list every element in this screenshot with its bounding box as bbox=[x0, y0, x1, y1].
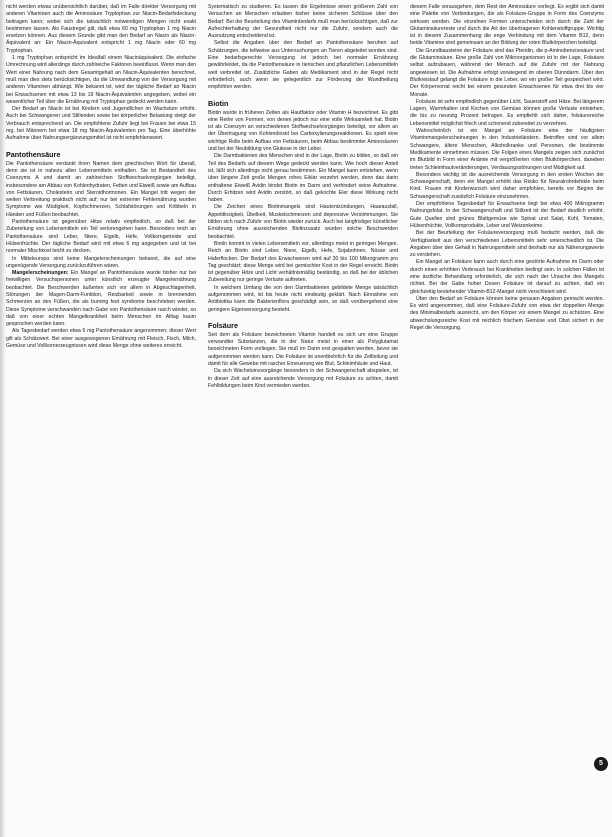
paragraph-text: In Mitteleuropa sind keine Mangelerscheinungen bekannt, die auf eine ungenügende Versorgung zurückzuführen wären. bbox=[6, 255, 196, 269]
paragraph-text: Seit dem als Folsäure bezeichneten Vitamin handelt es sich um eine Gruppe verwandter Substanzen, die in der Natur meist in einer als Polyglutamat bezeichneten Form vorliegen. Sie muß im Darm erst gespalten werden, bevor sie aufgenommen werden kann. Die Folsäure ist unentbehrlich für die Zellteilung und damit für alle Gewebe mit rascher Erneuerung wie Blut, Schleimhäute und Haut. bbox=[208, 331, 398, 368]
body-paragraph bbox=[410, 99, 604, 128]
paragraph-text: Der Bedarf an Niacin ist bei Kindern und Jugendlichen im Wachstum erhöht. Auch bei Schwangeren und Stillenden sowie bei körperlicher Belastung steigt der Verbrauch entsprechend an. Die empfohlene Zufuhr liegt bei Frauen bei etwa 15 mg, bei Männern bei etwa 18 mg Niacin-Äquivalenten pro Tag. Eine überhöhte Aufnahme über Nahrungsergänzungsmittel ist nicht empfehlenswert. bbox=[6, 106, 196, 142]
body-paragraph bbox=[208, 40, 398, 91]
body-paragraph bbox=[208, 241, 398, 285]
page-number-badge: 5 bbox=[594, 757, 608, 771]
paragraph-text: diesem Falle vorausgehen, dem Rest der Aminosäure vorliegt. Es ergibt sich damit eine Palette von Verbindungen, die als Folsäure-Gruppe in Form des Coenzyms wirksam werden. Die einzelnen Formen unterscheiden sich durch die Zahl der Glutaminsäurereste und durch die Art der übertragenen Kohlenstoffgruppe. Wichtig ist in diesem Zusammenhang die enge Verbindung mit dem Vitamin B12, denn beide Vitamine sind gemeinsam an der Bildung der roten Blutkörperchen beteiligt. bbox=[410, 4, 604, 47]
body-paragraph bbox=[6, 4, 196, 55]
paragraph-text: Die Zeichen eines Biotinmangels sind Hautentzündungen, Haarausfall, Appetitlosigkeit, Übelkeit, Muskelschmerzen und depressive Verstimmungen. Sie bilden sich nach Zufuhr von Biotin wieder zurück. Auch bei langfristiger künstlicher Ernährung ohne ausreichenden Biotinzusatz wurden solche Beschwerden beobachtet. bbox=[208, 204, 398, 240]
body-paragraph bbox=[208, 332, 398, 368]
body-paragraph bbox=[6, 270, 196, 328]
paragraph-text: Biotin wurde in früheren Zeiten als Hautfaktor oder Vitamin H bezeichnet. Es gibt eine Reihe von Formen, von denen jedoch nur eine volle Wirksamkeit hat. Biotin ist als Coenzym an verschiedenen Stoffwechselvorgängen beteiligt, vor allem an der Übertragung von Kohlendioxid bei Carboxylierungsreaktionen. Es spielt eine wichtige Rolle beim Aufbau von Fettsäuren, beim Abbau bestimmter Aminosäuren und bei der Neubildung von Glukose in der Leber. bbox=[208, 109, 398, 153]
section-heading: Biotin bbox=[208, 98, 229, 108]
paragraph-text: Selbst die Angaben über den Bedarf an Pantothensäure beruhen auf Schätzungen, die teilweise aus Untersuchungen an Tieren abgeleitet worden sind. Eine bedarfsgerechte Versorgung ist jedoch bei normaler Ernährung gewährleistet, da die Pantothensäure in tierischen und pflanzlichen Lebensmitteln weit verbreitet ist. Zusätzliche Gaben als Medikament sind in der Regel nicht erforderlich, auch wenn sie gelegentlich zur Förderung der Wundheilung empfohlen werden. bbox=[208, 40, 398, 91]
paragraph-text: Die Pantothensäure verdankt ihren Namen dem griechischen Wort für überall, denn sie ist in nahezu allen Lebensmitteln enthalten. Sie ist Bestandteil des Coenzyms A und damit an zahlreichen Stoffwechselvorgängen beteiligt, insbesondere am Abbau von Kohlenhydraten, Fetten und Eiweiß sowie am Aufbau von Fettsäuren, Cholesterin und Steroidhormonen. Ein Mangel tritt wegen der weiten Verbreitung praktisch nicht auf; nur bei extremer Fehlernährung wurden Symptome wie Müdigkeit, Kopfschmerzen, Schlafstörungen und Kribbeln in Händen und Füßen beobachtet. bbox=[6, 160, 196, 218]
body-paragraph bbox=[410, 4, 604, 48]
paragraph-text: nicht werden etwas unübersichtlich darüber, daß im Falle direkter Versorgung mit anderen Vitaminen auch die Aminosäure Tryptophan zur Niacin-Bedarfsdeckung beitragen kann; wobei sich die tatsächlich notwendigen Mengen nicht exakt bestimmen lassen. Als Faustregel gilt, daß etwa 60 mg Tryptophan 1 mg Niacin ersetzen können. Aus diesem Grunde gibt man den Bedarf an Niacin als Niacin-Äquivalent an: Ein Niacin-Äquivalent entspricht 1 mg Niacin oder 60 mg Tryptophan. bbox=[6, 4, 196, 54]
paragraph-text: Systematisch zu studieren. Es lassen die Ergebnisse einen größeren Zahl von Versuchen an Menschen erlauben bisher keine sicheren Schlüsse über den Bedarf. Bei der Beurteilung des Vitaminbedarfs muß man berücksichtigen, daß zur Aufrechterhaltung der Gesundheit nicht nur die Zufuhr, sondern auch die Ausnutzung entscheidend ist. bbox=[208, 4, 398, 40]
paragraph-text: Besonders wichtig ist die ausreichende Versorgung in den ersten Wochen der Schwangerschaft, denn ein Mangel erhöht das Risiko für Neuralrohrdefekte beim Kind. Frauen mit Kinderwunsch wird daher empfohlen, bereits vor Beginn der Schwangerschaft zusätzlich Folsäure einzunehmen. bbox=[410, 171, 604, 200]
paragraph-text: Pantothensäure ist gegenüber Hitze relativ empfindlich, so daß bei der Zubereitung von Lebensmitteln ein Teil verlorengehen kann. Besonders reich an Pantothensäure sind Leber, Niere, Eigelb, Hefe, Vollkorngetreide und Hülsenfrüchte. Der tägliche Bedarf wird mit etwa 6 mg angegeben und ist bei normaler Mischkost leicht zu decken. bbox=[6, 219, 196, 255]
body-paragraph bbox=[6, 55, 196, 106]
body-paragraph bbox=[410, 172, 604, 201]
section-heading: Pantothensäure bbox=[6, 149, 61, 159]
paragraph-text: Folsäure ist sehr empfindlich gegenüber Licht, Sauerstoff und Hitze. Bei längerem Lagern, Warmhalten und Kochen von Gemüse können große Verluste entstehen, die bis zu neunzig Prozent betragen. Es empfiehlt sich daher, folsäurereiche Lebensmittel möglichst frisch und schonend zubereitet zu verzehren. bbox=[410, 98, 604, 127]
paragraph-text: 1 mg Tryptophan entspricht im Idealfall einem Niacinäquivalent. Die einfache Umrechnung wird allerdings durch zahlreiche Faktoren beeinflusst. Wenn man den Wert einer Nahrung nach dem Gesamtgehalt an Niacin-Äquivalenten berechnet, muß man dies stets berücksichtigen, da die Umwandlung von der Versorgung mit anderen Vitaminen abhängt. Wie bekannt ist, wird der tägliche Bedarf an Niacin bei Erwachsenen mit etwa 13 bis 19 Niacin-Äquivalenten angegeben, wobei ein wesentlicher Teil über die Ernährung mit Tryptophan gedeckt werden kann. bbox=[6, 55, 196, 105]
paragraph-text: Der empfohlene Tagesbedarf für Erwachsene liegt bei etwa 400 Mikrogramm Nahrungsfolat. In der Schwangerschaft und Stillzeit ist der Bedarf deutlich erhöht. Gute Quellen sind grünes Blattgemüse wie Spinat und Salat, Kohl, Tomaten, Hülsenfrüchte, Vollkornprodukte, Leber und Weizenkeime. bbox=[410, 201, 604, 229]
body-paragraph bbox=[410, 296, 604, 332]
body-paragraph bbox=[208, 153, 398, 204]
body-paragraph bbox=[6, 161, 196, 219]
body-paragraph bbox=[410, 48, 604, 99]
body-paragraph bbox=[208, 204, 398, 240]
paragraph-text: Wahrscheinlich ist ein Mangel an Folsäure eine der häufigsten Vitaminmangelerscheinungen in den Industrieländern. Betroffen sind vor allem Schwangere, ältere Menschen, Alkoholkranke und Personen, die bestimmte Medikamente einnehmen müssen. Die Folgen eines Mangels zeigen sich zunächst im Blutbild in Form einer Anämie mit vergrößerten roten Blutkörperchen, daneben treten Schleimhautveränderungen, Verdauungsstörungen und Müdigkeit auf. bbox=[410, 128, 604, 171]
run-in-heading: Mangelerscheinungen: bbox=[12, 270, 69, 277]
paragraph-text: Die Darmbakterien des Menschen sind in der Lage, Biotin zu bilden, so daß ein Teil des Bedarfs auf diesem Wege gedeckt werden kann. Wie hoch dieser Anteil ist, läßt sich allerdings nicht genau bestimmen. Ein Mangel kann entstehen, wenn über längere Zeit große Mengen rohes Eiklar verzehrt werden, denn das darin enthaltene Eiweiß Avidin bindet Biotin im Darm und verhindert seine Aufnahme. Durch Erhitzen wird Avidin zerstört, so daß gekochte Eier diese Wirkung nicht haben. bbox=[208, 153, 398, 204]
text-column-3 bbox=[410, 4, 604, 832]
body-paragraph bbox=[410, 259, 604, 295]
body-paragraph bbox=[6, 256, 196, 271]
body-paragraph bbox=[208, 4, 398, 40]
paragraph-text: Bei der Beurteilung der Folsäureversorgung muß bedacht werden, daß die Verfügbarkeit aus den verschiedenen Lebensmitteln sehr unterschiedlich ist. Die Angaben über den Gehalt in Nahrungsmitteln sind deshalb nur als Näherungswerte zu verstehen. bbox=[410, 230, 604, 259]
paragraph-text: Ein Mangel an Pantothensäure wurde bisher nur bei freiwilligen Versuchspersonen unter künstlich erzeugter Mangelernährung beobachtet. Die Beschwerden äußerten sich vor allem in Abgeschlagenheit, Störungen der Magen-Darm-Funktion, Reizbarkeit sowie in brennenden Schmerzen an den Füßen, die als burning feet syndrome beschrieben werden. Diese Symptome verschwanden nach Gabe von Pantothensäure rasch wieder, so daß von einer echten Mangelkrankheit beim Menschen im Alltag kaum gesprochen werden kann. bbox=[6, 270, 196, 328]
section-heading: Folsäure bbox=[208, 320, 238, 330]
body-paragraph bbox=[410, 230, 604, 259]
body-paragraph bbox=[208, 368, 398, 390]
paragraph-text: Biotin kommt in vielen Lebensmitteln vor, allerdings meist in geringen Mengen. Reich an Biotin sind Leber, Niere, Eigelb, Hefe, Sojabohnen, Nüsse und Haferflocken. Der Bedarf des Erwachsenen wird auf 30 bis 100 Mikrogramm pro Tag geschätzt; diese Menge wird bei gemischter Kost in der Regel erreicht. Biotin ist gegenüber Hitze und Licht verhältnismäßig beständig, so daß bei der üblichen Zubereitung nur geringe Verluste auftreten. bbox=[208, 240, 398, 284]
body-paragraph bbox=[410, 128, 604, 172]
body-paragraph bbox=[6, 219, 196, 255]
paragraph-text: In welchem Umfang die von den Darmbakterien gebildete Menge tatsächlich aufgenommen wird, ist bis heute nicht eindeutig geklärt. Nach Einnahme von Antibiotika kann die Bakterienflora geschädigt sein, so daß vorübergehend eine geringere Eigenversorgung besteht. bbox=[208, 284, 398, 313]
paragraph-text: Als Tagesbedarf werden etwa 6 mg Pantothensäure angenommen; dieser Wert gilt als Schätzwert. Bei einer ausgewogenen Ernährung mit Fleisch, Fisch, Milch, Gemüse und Vollkornerzeugnissen wird diese Menge ohne weiteres erreicht. bbox=[6, 328, 196, 350]
body-paragraph bbox=[208, 110, 398, 154]
text-column-2 bbox=[208, 4, 398, 832]
paragraph-text: Da sich Wachstumsvorgänge besonders in der Schwangerschaft abspielen, ist in dieser Zeit auf eine ausreichende Versorgung mit Folsäure zu achten, damit Fehlbildungen beim Kind vermieden werden. bbox=[208, 368, 398, 389]
text-column-1 bbox=[6, 4, 196, 832]
body-paragraph bbox=[6, 106, 196, 142]
paragraph-text: Ein Mangel an Folsäure kann auch durch eine gestörte Aufnahme im Darm oder durch einen erhöhten Verbrauch bei Krankheiten bedingt sein. In solchen Fällen ist eine ärztliche Behandlung erforderlich, die sich nach der Ursache des Mangels richtet. Bei der Gabe hoher Dosen Folsäure ist darauf zu achten, daß ein gleichzeitig bestehender Vitamin-B12-Mangel nicht verschleiert wird. bbox=[410, 259, 604, 295]
body-paragraph bbox=[208, 285, 398, 314]
body-paragraph bbox=[6, 328, 196, 350]
paragraph-text: Über den Bedarf an Folsäure können keine genauen Angaben gemacht werden. Es wird angenommen, daß eine Folsäure-Zufuhr von etwa der doppelten Menge des Minimalbedarfs ausreicht, um den Körper vor einem Mangel zu schützen. Eine abwechslungsreiche Kost mit reichlich frischem Gemüse und Obst sichert in der Regel die Versorgung. bbox=[410, 295, 604, 332]
paragraph-text: Die Grundbausteine der Folsäure sind das Pteridin, die p-Aminobenzoesäure und die Glutaminsäure. Eine große Zahl von Mikroorganismen ist in der Lage, Folsäure selbst aufzubauen, während der Mensch auf die Zufuhr mit der Nahrung angewiesen ist. Die Aufnahme erfolgt vorwiegend im oberen Dünndarm. Über den Blutkreislauf gelangt die Folsäure in die Leber, wo ein großer Teil gespeichert wird. Der Körpervorrat reicht bei einem gesunden Erwachsenen für etwa drei bis vier Monate. bbox=[410, 47, 604, 98]
body-paragraph bbox=[410, 201, 604, 230]
